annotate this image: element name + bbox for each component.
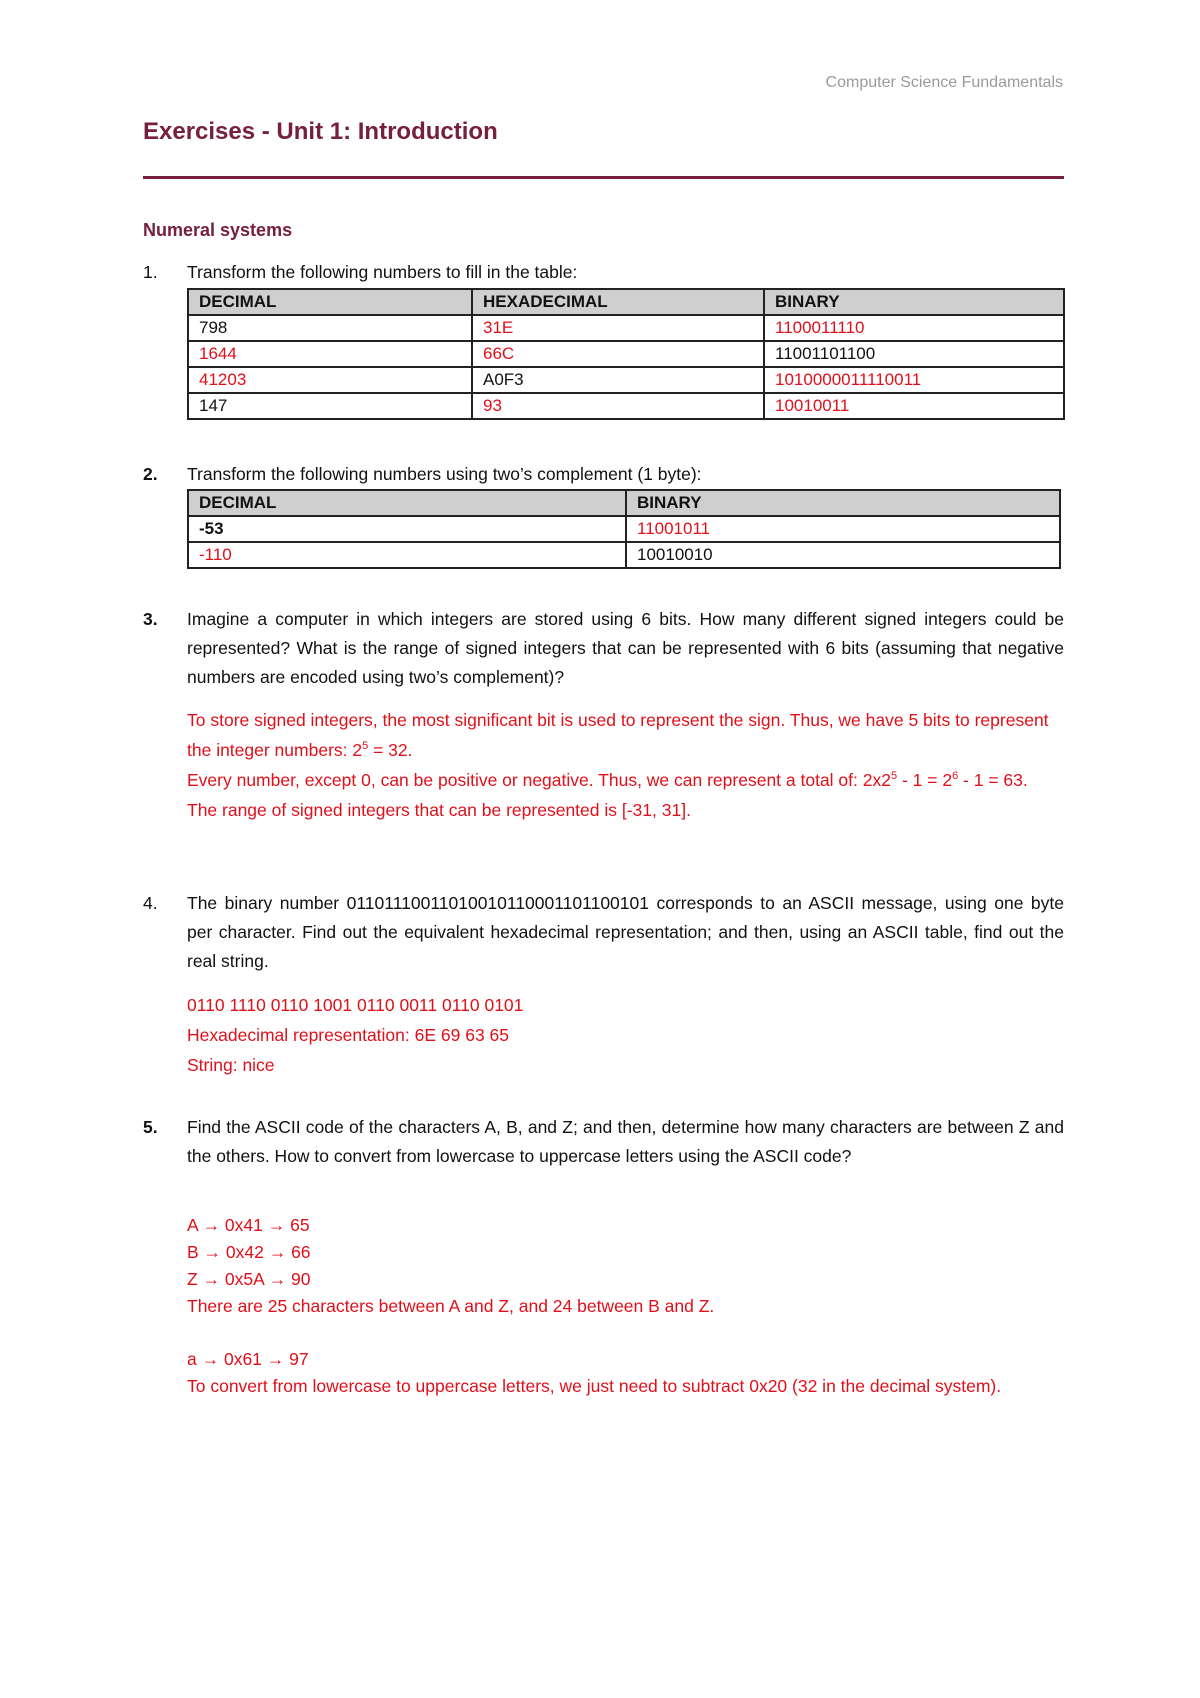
answer-line: a → 0x61 → 97	[187, 1349, 309, 1369]
table-row	[188, 341, 1064, 367]
column-header: DECIMAL	[188, 289, 472, 315]
question-text: Transform the following numbers using two’s complement (1 byte):	[187, 464, 702, 484]
table-cell: 147	[188, 393, 472, 419]
question-3	[143, 605, 1064, 692]
answer-text: Every number, except 0, can be positive or negative. Thus, we can represent a total of: 2x2	[187, 770, 891, 790]
title-divider	[143, 176, 1064, 179]
table-row	[188, 516, 1060, 542]
table-cell: 10010010	[626, 542, 1060, 568]
question-number: 2.	[143, 464, 158, 484]
question-text: Transform the following numbers to fill in the table:	[187, 262, 578, 282]
table-header-row	[188, 490, 1060, 516]
answer-4	[187, 990, 1064, 1080]
answer-line: To convert from lowercase to uppercase letters, we just need to subtract 0x20 (32 in the decimal system).	[187, 1376, 1002, 1396]
table-cell: -110	[188, 542, 626, 568]
answer-line	[187, 705, 1064, 765]
answer-3	[187, 705, 1064, 825]
superscript: 6	[952, 770, 959, 783]
table-cell: 11001011	[626, 516, 1060, 542]
section-heading: Numeral systems	[143, 220, 293, 240]
table-header-row	[188, 289, 1064, 315]
answer-line	[187, 765, 1064, 795]
table-cell: 1644	[188, 341, 472, 367]
table-row	[188, 367, 1064, 393]
question-number: 4.	[143, 893, 158, 913]
answer-text: - 1 = 63.	[958, 770, 1028, 790]
page-title: Exercises - Unit 1: Introduction	[143, 118, 498, 145]
question-text: Find the ASCII code of the characters A, B, and Z; and then, determine how many characters are between Z and the others. How to convert from lowercase to uppercase letters using the ASCII code?	[187, 1117, 1064, 1166]
answer-line: B → 0x42 → 66	[187, 1242, 311, 1262]
question-text: The binary number 01101110011010010110001101100101 corresponds to an ASCII message, using one byte per character. Find out the equivalent hexadecimal representation; and then, using an ASCII table, find out the real string.	[187, 893, 1064, 971]
table-cell: -53	[188, 516, 626, 542]
table-cell: 1100011110	[764, 315, 1064, 341]
twos-complement-table	[187, 489, 1061, 569]
column-header: DECIMAL	[188, 490, 626, 516]
answer-text: = 32.	[368, 740, 413, 760]
question-5	[143, 1113, 1064, 1171]
question-number: 1.	[143, 262, 158, 282]
table-row	[188, 393, 1064, 419]
question-text: Imagine a computer in which integers are stored using 6 bits. How many different signed integers could be represented? What is the range of signed integers that can be represented with 6 bits (assuming that negative numbers are encoded using two’s complement)?	[187, 609, 1064, 687]
table-cell: 31E	[472, 315, 764, 341]
question-4	[143, 889, 1064, 976]
table-cell: 93	[472, 393, 764, 419]
table-row	[188, 315, 1064, 341]
answer-5	[187, 1212, 1064, 1400]
answer-line: There are 25 characters between A and Z, and 24 between B and Z.	[187, 1296, 715, 1316]
answer-text: To store signed integers, the most significant bit is used to represent the sign. Thus, we have 5 bits to represent the integer numbers: 2	[187, 710, 1049, 760]
question-1	[143, 258, 1064, 287]
question-number: 5.	[143, 1117, 158, 1137]
table-cell: A0F3	[472, 367, 764, 393]
answer-line: String: nice	[187, 1055, 275, 1075]
answer-line: 0110 1110 0110 1001 0110 0011 0110 0101	[187, 995, 524, 1015]
answer-line: A → 0x41 → 65	[187, 1215, 310, 1235]
table-cell: 10010011	[764, 393, 1064, 419]
column-header: HEXADECIMAL	[472, 289, 764, 315]
conversion-table	[187, 288, 1065, 420]
table-cell: 66C	[472, 341, 764, 367]
superscript: 5	[362, 740, 369, 753]
answer-line: Hexadecimal representation: 6E 69 63 65	[187, 1025, 510, 1045]
table-row	[188, 542, 1060, 568]
column-header: BINARY	[626, 490, 1060, 516]
table-cell: 798	[188, 315, 472, 341]
question-number: 3.	[143, 609, 158, 629]
superscript: 5	[890, 770, 898, 783]
running-header: Computer Science Fundamentals	[825, 74, 1063, 91]
table-cell: 41203	[188, 367, 472, 393]
answer-line: Z → 0x5A → 90	[187, 1269, 311, 1289]
column-header: BINARY	[764, 289, 1064, 315]
table-cell: 11001101100	[764, 341, 1064, 367]
question-2	[143, 460, 1064, 489]
answer-text: - 1 = 2	[897, 770, 953, 790]
table-cell: 1010000011110011	[764, 367, 1064, 393]
answer-line: The range of signed integers that can be represented is [-31, 31].	[187, 800, 691, 820]
